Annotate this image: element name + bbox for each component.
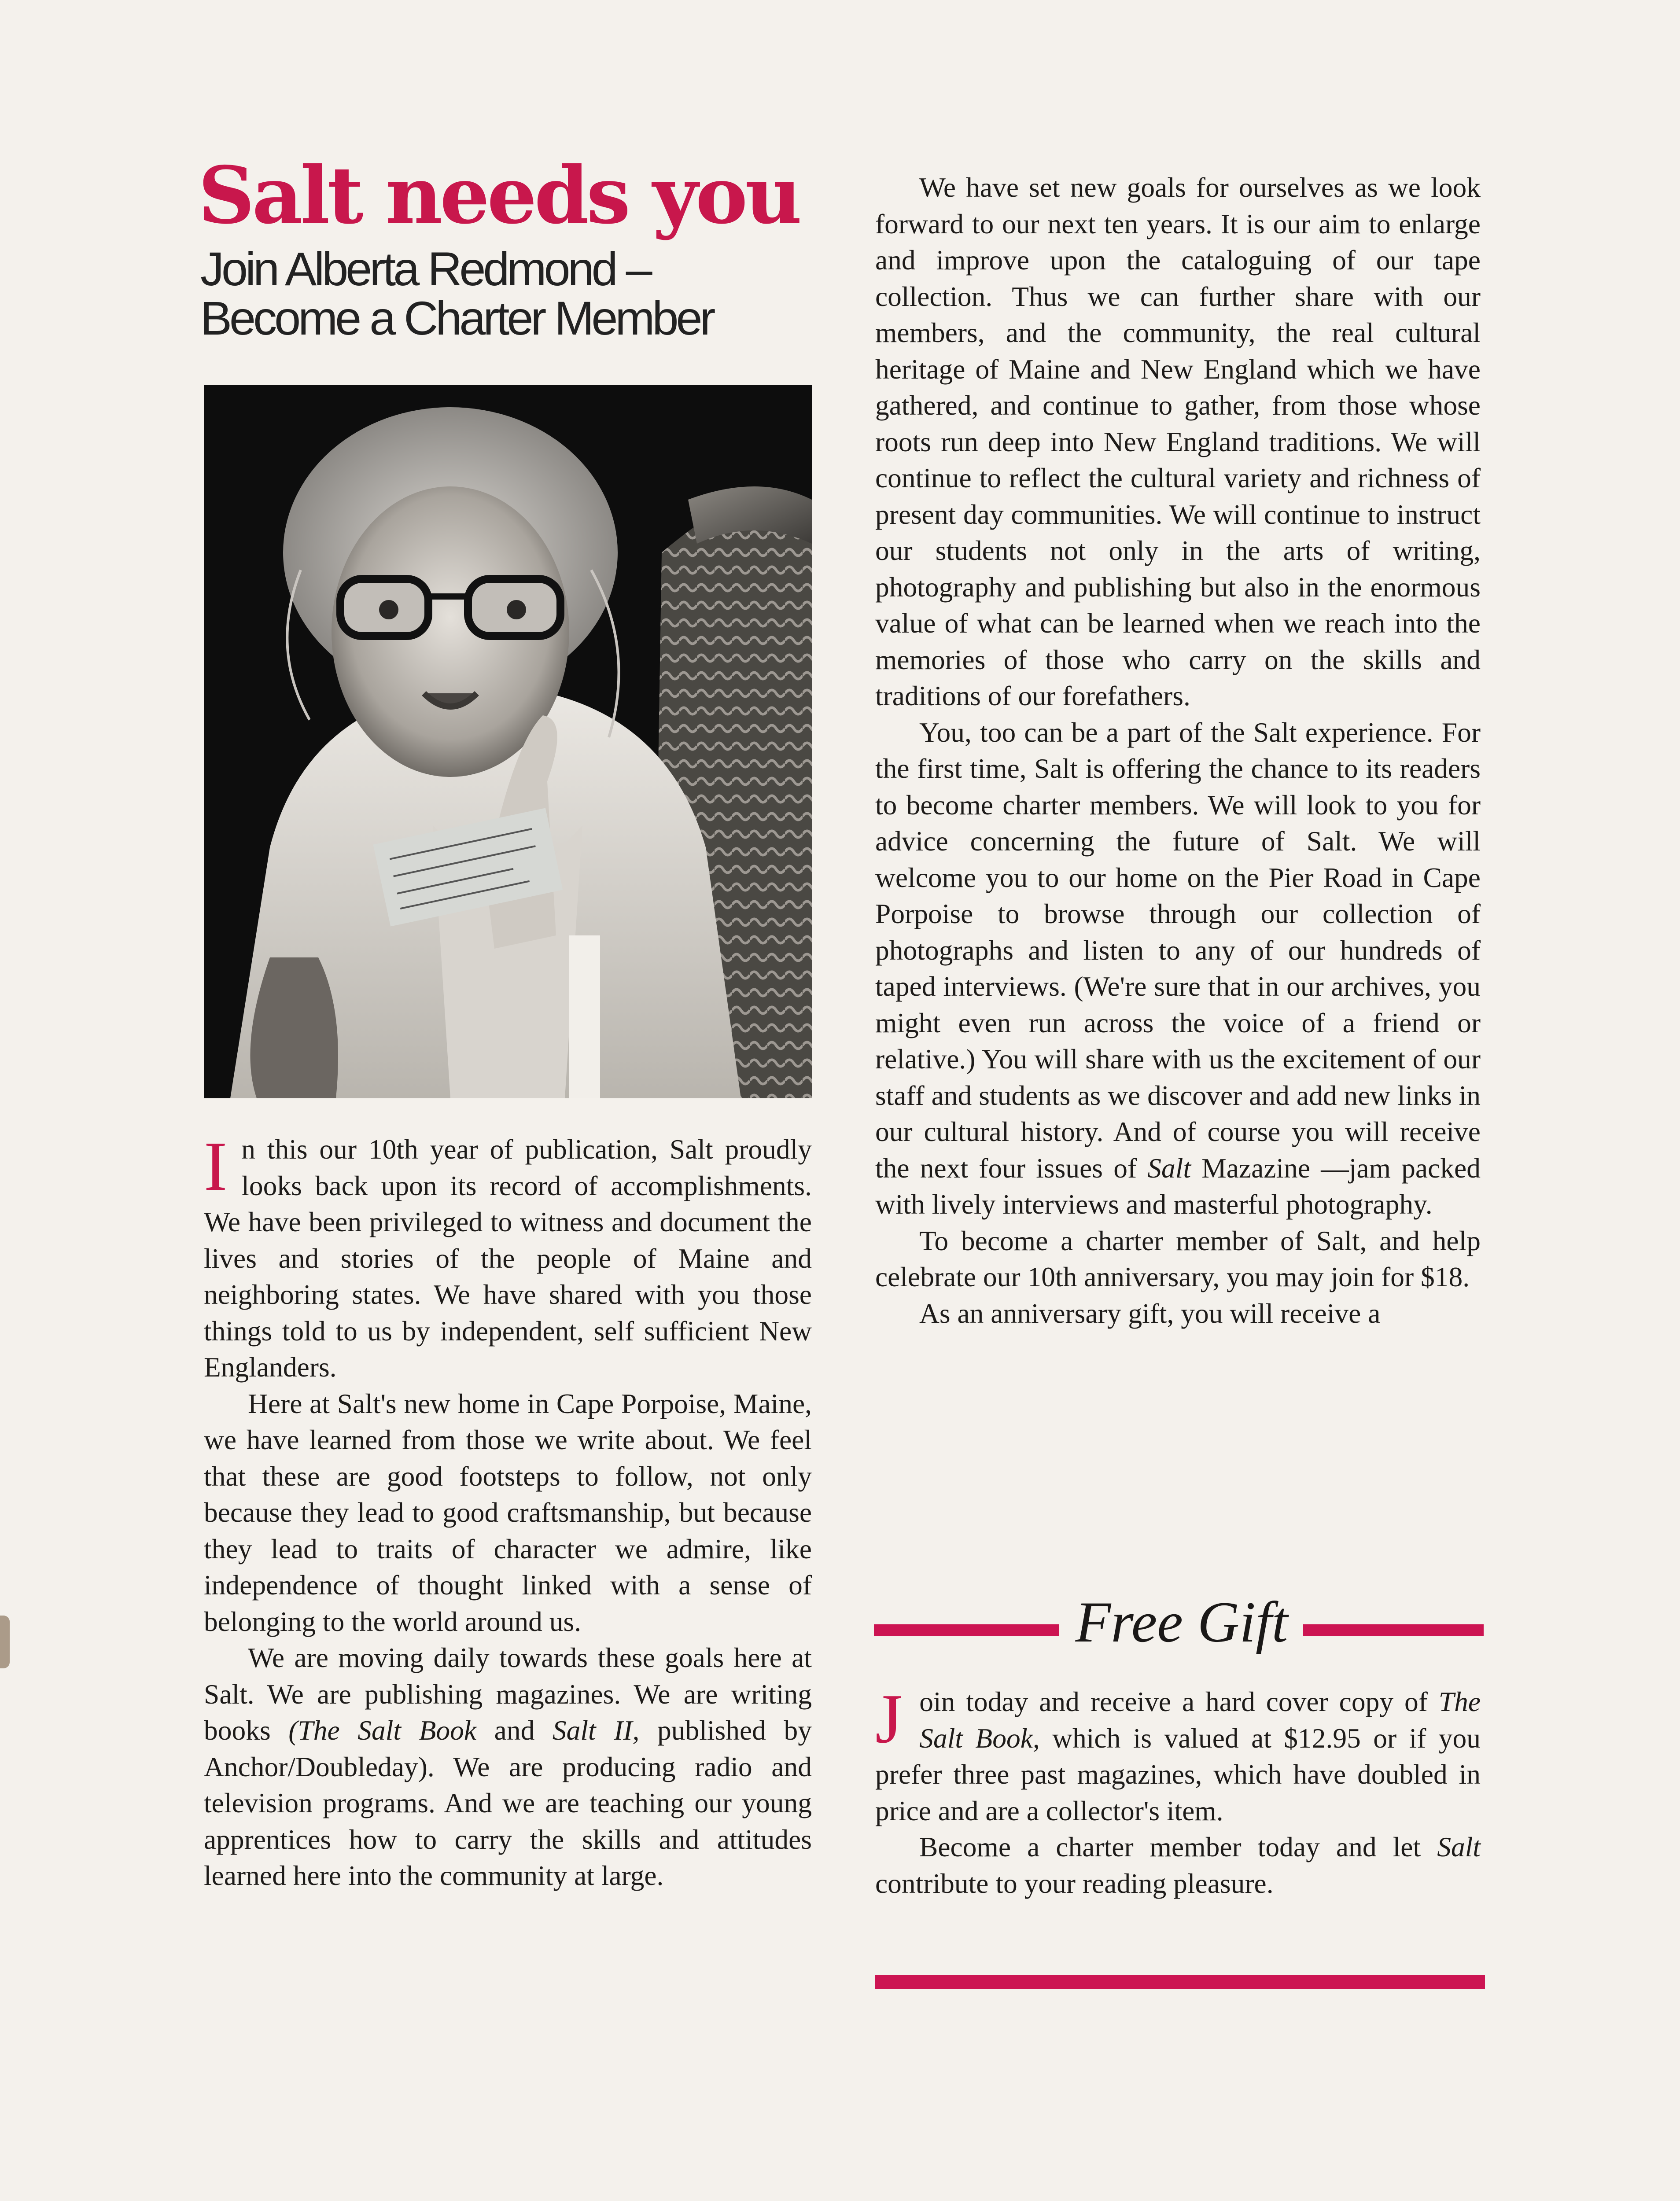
goals-text-b: published by Anchor/Doubleday). We are producing radio and television programs. And we are teaching our young apprentices how to carry the skills and attitudes learned here into the community at large. — [204, 1715, 812, 1891]
headline-subtitle — [200, 244, 825, 343]
paragraph-new-home: Here at Salt's new home in Cape Porpoise, Maine, we have learned from those we write about. We feel that these are good footsteps to follow, not only because they lead to good craftsmanship, but because they lead to traits of character we admire, like independence of thought linked with a sense of belonging to the world around us. — [204, 1388, 812, 1637]
become-text-b: contribute to your reading pleasure. — [875, 1867, 1274, 1899]
intro-paragraph — [204, 1127, 812, 1386]
free-gift-banner — [874, 1589, 1484, 1655]
book-title-salt-ii: Salt II, — [552, 1715, 640, 1746]
bottom-rule — [875, 1975, 1485, 1989]
paragraph-become-member — [875, 1829, 1481, 1902]
paragraph-goals — [204, 1640, 812, 1894]
dropcap-j: J — [875, 1679, 903, 1758]
goals-text-and: and — [476, 1715, 553, 1746]
left-column-text — [204, 1127, 812, 1894]
book-title-join: The Salt Book, — [919, 1686, 1481, 1754]
become-text-a: Become a charter member today and let — [919, 1831, 1437, 1862]
join-section-text — [875, 1679, 1481, 1902]
join-text-b: which is valued at $12.95 or if you prefer three past magazines, which have doubled in price and are a collector's item. — [875, 1722, 1481, 1826]
charter-text-a: You, too can be a part of the Salt experience. For the first time, Salt is offering the chance to its readers to become charter members. We will look to you for advice concerning the future of Salt. We will welcome you to our home on the Pier Road in Cape Porpoise to browse through our collection of photographs and listen to any of our hundreds of taped interviews. (We're sure that in our archives, you might even run across the voice of a friend or relative.) You will share with us the excitement of our staff and students as we discover and add new links in our cultural history. And of course you will receive the next four issues of — [875, 716, 1481, 1184]
free-gift-heading: Free Gift — [1075, 1590, 1288, 1654]
charter-text-b: Mazazine —jam packed with lively interviews and masterful photography. — [875, 1152, 1481, 1220]
subtitle-line-2: Become a Charter Member — [200, 291, 713, 345]
portrait-photo — [204, 385, 812, 1098]
goals-text-a: We are moving daily towards these goals here at Salt. We are publishing magazines. We are writing books — [204, 1642, 812, 1746]
paragraph-join-today — [875, 1679, 1481, 1829]
paragraph-new-goals: We have set new goals for ourselves as we look forward to our next ten years. It is our aim to enlarge and improve upon the cataloguing of our tape collection. Thus we can further share with our members, and the community, the real cultural heritage of Maine and New England which we have gathered, and continue to gather, from those whose roots run deep into New England traditions. We will continue to reflect the cultural variety and richness of present day communities. We will continue to instruct our students not only in the arts of writing, photography and publishing but also in the enormous value of what can be learned when we reach into the memories of those who carry on the skills and traditions of our forefathers. — [875, 172, 1481, 711]
join-text-a: oin today and receive a hard cover copy of — [919, 1686, 1439, 1717]
book-title-salt-book: (The Salt Book — [288, 1715, 477, 1746]
right-column-text — [875, 169, 1481, 1332]
headline-title: Salt needs you — [198, 149, 799, 241]
paragraph-charter-offer — [875, 714, 1481, 1223]
salt-magazine-title: Salt — [1147, 1152, 1191, 1184]
dropcap-i: I — [204, 1127, 228, 1205]
paragraph-join-price: To become a charter member of Salt, and help celebrate our 10th anniversary, you may join for $18. — [875, 1225, 1481, 1292]
subtitle-line-1: Join Alberta Redmond – — [200, 242, 650, 295]
portrait-illustration — [204, 385, 812, 1098]
gift-rule-left — [874, 1624, 1059, 1636]
binding-mark — [0, 1616, 10, 1668]
gift-rule-right — [1303, 1624, 1484, 1636]
salt-title-closing: Salt — [1437, 1831, 1481, 1862]
paragraph-anniversary-gift: As an anniversary gift, you will receive a — [919, 1297, 1381, 1329]
intro-text: n this our 10th year of publication, Salt proudly looks back upon its record of accomplishments. We have been privileged to witness and document the lives and stories of the people of Maine and neighboring states. We have shared with you those things told to us by independent, self sufficient New Englanders. — [204, 1134, 812, 1383]
